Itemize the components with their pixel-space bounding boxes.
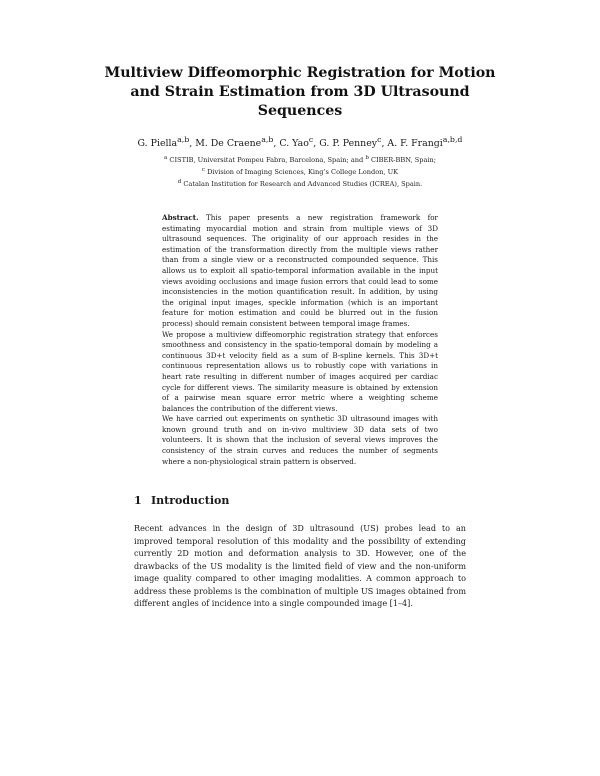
affiliation-line (110, 177, 490, 189)
abstract-paragraph: We propose a multiview diffeomorphic registration strategy that enforces smoothness and consistency in the spatio-temporal domain by modeling a continuous 3D+t velocity field as a sum of B-spline kernels. This 3D+t continuous representation allows us to robustly cope with variations in heart rate resulting in different number of images acquired per cardiac cycle for different views. The similarity measure is obtained by extension of a pairwise mean square error metric where a weighting scheme balances the contribution of the different views. (162, 329, 438, 413)
abstract-paragraph (162, 213, 438, 330)
author-list: G. Piella$^{a,b}$, M. De Craene$^{a,b}$, C. Yao$^c$, G. P. Penney$^c$, A. F. Frangi$^{a,b,d}$ (137, 135, 463, 150)
paper-title: Multiview Diffeomorphic Registration for Motion and Strain Estimation from 3D Ultrasound Sequences (104, 65, 496, 119)
affil-sup: d (177, 179, 182, 186)
affil-sup: b (365, 155, 369, 161)
author-affil-sup: c (308, 135, 314, 144)
author-name: C. Yao (279, 138, 309, 150)
author-name: M. De Craene (195, 138, 262, 150)
affil-text: CISTIB, Universitat Pompeu Fabra, Barcelona, Spain; and (169, 156, 364, 165)
author-affil-sup: a,b (261, 135, 274, 144)
affil-sup: a (164, 155, 168, 161)
affil-text: Division of Imaging Sciences, King’s College London, UK (207, 168, 399, 177)
affiliations (110, 153, 490, 190)
abstract-paragraph: We have carried out experiments on synthetic 3D ultrasound images with known ground truth and on in-vivo multiview 3D data sets of two volunteers. It is shown that the inclusion of several views improves the consistency of the strain curves and reduces the number of segments where a non-physiological strain pattern is observed. (162, 414, 438, 466)
affiliation-line (110, 153, 490, 165)
author-name: G. P. Penney (319, 138, 378, 150)
section-number: 1 (134, 494, 142, 507)
affiliation-line (110, 165, 490, 177)
abstract (162, 213, 438, 467)
author-affil-sup: c (377, 135, 382, 144)
section-body (134, 522, 466, 610)
abstract-text: This paper presents a new registration framework for estimating myocardial motion and strain from multiple views of 3D ultrasound sequences. The originality of our approach resides in the estimation of the transformation directly from the multiple views rather than from a single view or a reconstructed compounded sequence. This allows us to exploit all spatio-temporal information available in the input views avoiding occlusions and image fusion errors that could lead to some inconsistencies in the motion quantification result. In addition, by using the original input images, speckle information (which is an important feature for motion estimation and could be blurred out in the fusion process) should remain consistent between temporal image frames. (162, 213, 438, 328)
body-paragraph: Recent advances in the design of 3D ultrasound (US) probes lead to an improved temporal resolution of this modality and the possibility of extending currently 2D motion and deformation analysis to 3D. However, one of the drawbacks of the US modality is the limited field of view and the non-uniform image quality compared to other imaging modalities. A common approach to address these problems is the combination of multiple US images obtained from different angles of incidence into a single compounded image [1–4]. (134, 523, 466, 608)
affil-text: Catalan Institution for Research and Advanced Studies (ICREA), Spain. (183, 180, 423, 189)
affil-sup: c (201, 167, 205, 174)
abstract-label: Abstract. (162, 213, 199, 222)
section-title: Introduction (151, 494, 230, 507)
author-name: A. F. Frangi (387, 138, 443, 150)
author-affil-sup: a,b (177, 135, 190, 144)
section-heading (134, 494, 466, 508)
author-affil-sup: a,b,d (442, 135, 463, 144)
author-name: G. Piella (137, 138, 178, 150)
affil-text: CIBER-BBN, Spain; (371, 156, 436, 165)
